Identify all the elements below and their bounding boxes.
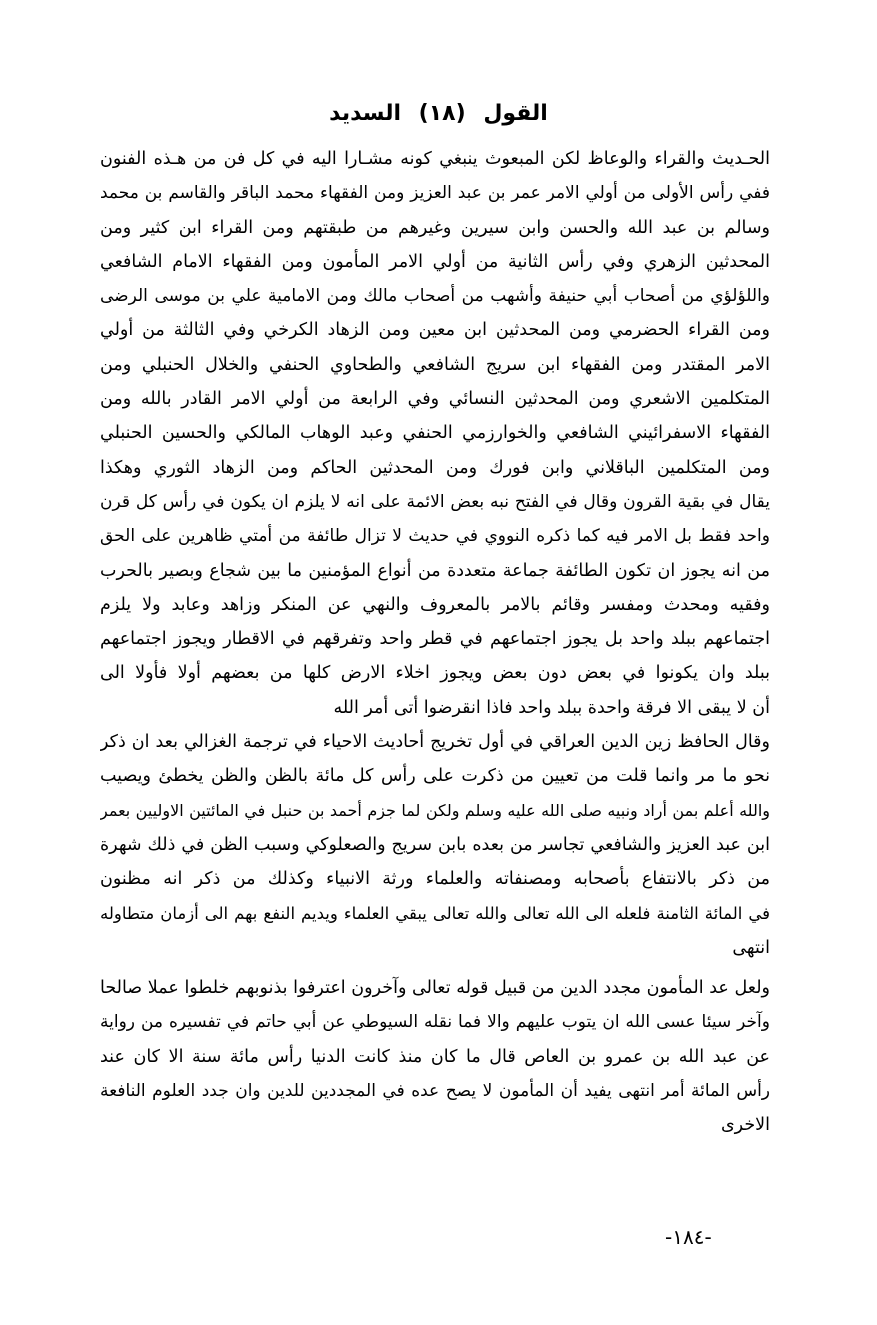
text-line: يقال في بقية القرون وقال في الفتح نبه بعض الائمة على انه لا يلزم ان يكون في رأس كل قرن — [100, 491, 770, 512]
text-line: وآخر سيئا عسى الله ان يتوب عليهم والا فما نقله السيوطي عن أبي حاتم في تفسيره من رواية — [100, 1012, 770, 1033]
text-line: من ذكر بالانتفاع بأصحابه ومصنفاته والعلماء ورثة الانبياء وكذلك من ذكر انه مظنون — [100, 869, 770, 890]
text-line: وقال الحافظ زين الدين العراقي في أول تخريج أحاديث الاحياء في ترجمة الغزالي بعد ان ذكر — [100, 732, 770, 753]
text-line: أن لا يبقى الا فرقة واحدة ببلد واحد فاذا انقرضوا أتى أمر الله — [333, 697, 770, 718]
body-text — [100, 142, 770, 1143]
page-header — [0, 98, 877, 130]
text-line: وفقيه ومحدث ومفسر وقائم بالامر بالمعروف والنهي عن المنكر وزاهد وعابد ولا يلزم — [100, 594, 770, 615]
text-line: الاخرى — [720, 1115, 770, 1136]
text-line: ببلد وان يكونوا في بعض دون بعض ويجوز اخلاء الارض كلها من بعضهم أولا فأولا الى — [100, 663, 770, 684]
text-line: عن عبد الله بن عمرو بن العاص قال ما كان منذ كانت الدنيا رأس مائة سنة الا كان عند — [100, 1046, 770, 1067]
text-line: ابن عبد العزيز والشافعي تجاسر من بعده بابن سريج والصعلوكي وسبب الظن في ذلك شهرة — [100, 834, 770, 855]
text-line: والله أعلم بمن أراد ونبيه صلى الله عليه وسلم ولكن لما جزم أحمد بن حنبل في المائتين الاوليين بعمر — [100, 800, 770, 820]
text-line: اجتماعهم ببلد واحد بل يجوز اجتماعهم في قطر واحد وتفرقهم في الاقطار ويجوز اجتماعهم — [100, 629, 770, 650]
text-line: في المائة الثامنة فلعله الى الله تعالى والله تعالى يبقي العلماء ويديم النفع بهم الى أزمان متطاوله — [100, 903, 770, 923]
text-line: من انه يجوز ان تكون الطائفة جماعة متعددة من أنواع المؤمنين ما بين شجاع وبصير بالحرب — [100, 560, 770, 581]
text-line: ولعل عد المأمون مجدد الدين من قبيل قوله تعالى وآخرون اعترفوا بذنوبهم خلطوا عملا صالحا — [100, 978, 770, 999]
text-line: الامر المقتدر ومن الفقهاء ابن سريج الشافعي والطحاوي الحنفي والخلال الحنبلي ومن — [100, 354, 770, 375]
text-line: واحد فقط بل الامر فيه كما ذكره النووي في حديث لا تزال طائفة من أمتي ظاهرين على الحق — [100, 526, 770, 547]
page-number: -١٨٤- — [665, 1225, 712, 1249]
text-line: المتكلمين الاشعري ومن المحدثين النسائي وفي الرابعة من أولي الامر القادر بالله ومن — [100, 389, 770, 410]
text-line: رأس المائة أمر انتهى يفيد أن المأمون لا يصح عده في المجددين للدين وان جدد العلوم النافعة — [100, 1081, 770, 1102]
header-left-word: القول — [483, 101, 548, 126]
text-line: انتهى — [732, 937, 770, 958]
text-line: نحو ما مر وانما قلت من تعيين من ذكرت على رأس كل مائة بالظن والظن يخطئ ويصيب — [100, 766, 770, 787]
header-right-word: السديد — [329, 101, 401, 126]
text-line: وسالم بن عبد الله والحسن وابن سيرين وغيرهم من طبقتهم ومن القراء ابن كثير ومن — [100, 217, 770, 238]
text-line: ومن المتكلمين الباقلاني وابن فورك ومن المحدثين الحاكم ومن الزهاد الثوري وهكذا — [100, 457, 770, 478]
text-line: واللؤلؤي من أصحاب أبي حنيفة وأشهب من أصحاب مالك ومن الامامية علي بن موسى الرضى — [100, 286, 770, 307]
header-number: (١٨) — [418, 101, 466, 126]
text-line: ومن القراء الحضرمي ومن المحدثين ابن معين ومن الزهاد الكرخي وفي الثالثة من أولي — [100, 320, 770, 341]
text-line: المحدثين الزهري وفي رأس الثانية من أولي الامر المأمون ومن الفقهاء الامام الشافعي — [100, 251, 770, 272]
text-line: ففي رأس الأولى من أولي الامر عمر بن عبد العزيز ومن الفقهاء محمد الباقر والقاسم بن محمد — [100, 183, 770, 204]
text-line: الحـديث والقراء والوعاظ لكن المبعوث ينبغي كونه مشـارا اليه في كل فن من هـذه الفنون — [100, 149, 770, 169]
text-line: الفقهاء الاسفرائيني الشافعي والخوارزمي الحنفي وعبد الوهاب المالكي والحسين الحنبلي — [100, 423, 770, 444]
